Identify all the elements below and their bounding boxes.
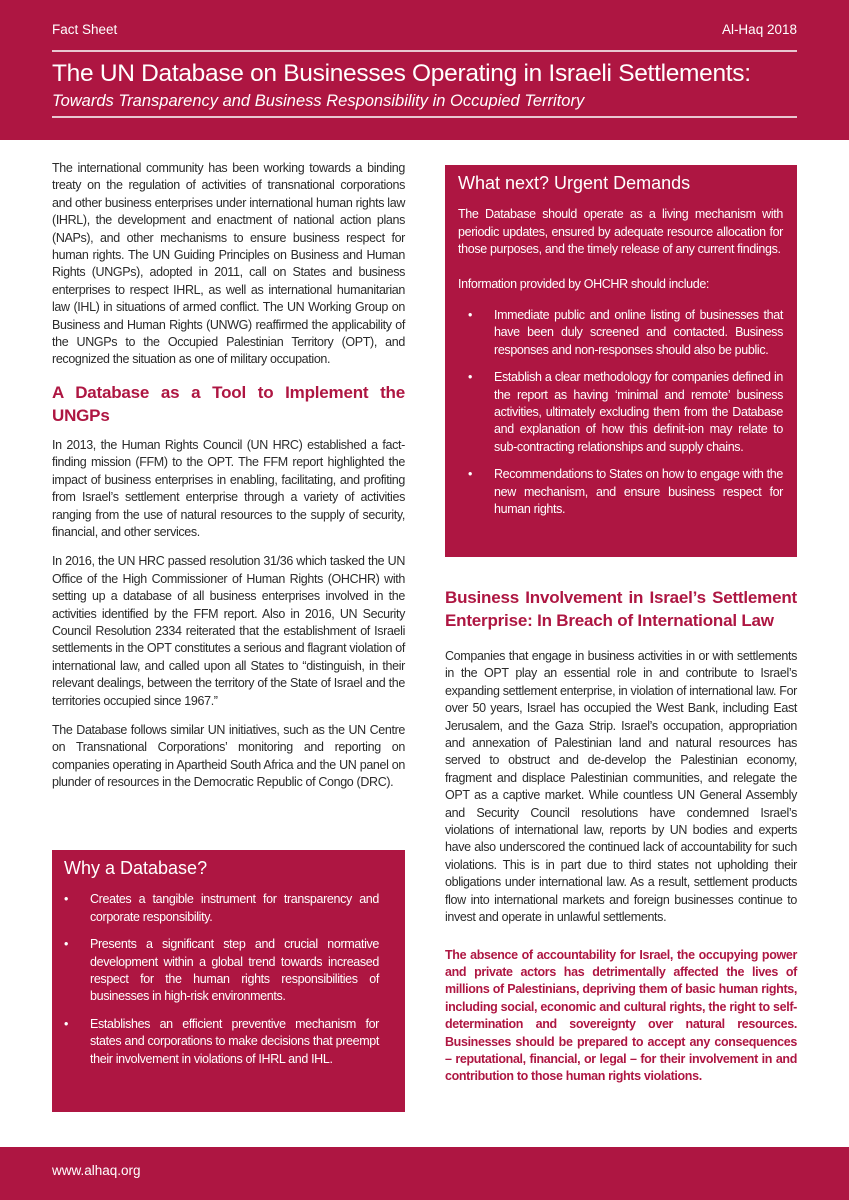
box-paragraph: Information provided by OHCHR should include: [458,276,710,291]
header-divider [52,50,797,52]
why-database-box [52,850,405,1112]
section-heading: Business Involvement in Israel’s Settlement Enterprise: In Breach of International Law [445,588,797,630]
list-item [64,936,379,1006]
page-title: The UN Database on Businesses Operating in Israeli Settlements: [52,60,751,87]
bullet: • [64,937,69,952]
bullet: • [468,370,473,385]
left-column [52,160,405,804]
header-divider [52,116,797,118]
list-item-text: Recommendations to States on how to engage with the new mechanism, and ensure business respect for human rights. [494,467,783,517]
bullet: • [64,892,69,907]
intro-paragraph: The international community has been working towards a binding treaty on the regulation of activities of transnational corporations and other business enterprises under international human rights law (IHRL), the development and enactment of national action plans (NAPs), and other mechanisms to ensure business respect for human rights. The UN Guiding Principles on Business and Human Rights (UNGPs), adopted in 2011, call on States and business enterprises to respect IHRL, as well as international humanitarian law (IHL) in situations of armed conflict. The UN Working Group on Business and Human Rights (UNWG) reaffirmed the applicability of the UNGPs to the Occupied Palestinian Territory (OPT), and recognized the situation as one of military occupation. [52,161,405,367]
urgent-demands-box [445,165,797,557]
body-paragraph: In 2016, the UN HRC passed resolution 31/36 which tasked the UN Office of the High Commissioner of Human Rights (OHCHR) with setting up a database of all business enterprises involved in the activities identified by the FFM report. Also in 2016, UN Security Council Resolution 2334 reiterated that the establishment of Israeli settlements in the OPT constitutes a serious and flagrant violation of international law, and called upon all States to “distinguish, in their relevant dealings, between the territory of the State of Israel and the territories occupied since 1967.” [52,554,405,708]
list-item [468,307,783,359]
list-item [468,466,783,518]
list-item-text: Presents a significant step and crucial normative development within a global trend towards increased respect for the human rights responsibilities of businesses in high-risk environments. [90,937,379,1004]
page-header [0,0,849,140]
list-item [64,891,379,926]
bullet: • [468,308,473,323]
list-item [468,369,783,456]
box-title: Why a Database? [64,858,208,878]
body-paragraph: In 2013, the Human Rights Council (UN HRC) established a fact-finding mission (FFM) to the OPT. The FFM report highlighted the impact of business enterprises in enabling, facilitating, and profiting from Israel’s settlement enterprise through a variety of activities ranging from the use of natural resources to the supply of security, financial, and other services. [52,437,405,539]
body-paragraph: The Database follows similar UN initiatives, such as the UN Centre on Transnational Corporations’ monitoring and reporting on companies operating in Apartheid South Africa and the UN panel on plunder of resources in the Democratic Republic of Congo (DRC). [52,722,405,790]
body-paragraph: Companies that engage in business activities in or with settlements in the OPT play an essential role in and contribute to Israel’s expanding settlement enterprise, in violation of international law. For over 50 years, Israel has occupied the West Bank, including East Jerusalem, and the Gaza Strip. Israel’s occupation, appropriation and annexation of Palestinian land and natural resources has served to obstruct and de-develop the Palestinian economy, fragment and displace Palestinian communities, and relegate the OPT as a captive market. While countless UN General Assembly and Security Council resolutions have condemned Israel’s violations of international law, reports by UN bodies and experts have also underscored the continued lack of accountability for such violations. This is in part due to third states not upholding their obligations under international law. As a result, settlement products flow into international markets and foreign businesses continue to invest and operate in unlawful settlements. [445,649,797,925]
list-item-text: Immediate public and online listing of businesses that have been duly screened and contacted. Business responses and non-responses should also be public. [494,308,783,357]
list-item-text: Establish a clear methodology for companies defined in the report as having ‘minimal and remote’ business activities, ultimately excluding them from the Database and explanation of how this definit-ion may relate to sub-contracting relationships and supply chains. [494,370,783,454]
right-column [445,586,797,1098]
bullet: • [64,1016,69,1031]
list-item [64,1016,379,1068]
page-subtitle: Towards Transparency and Business Responsibility in Occupied Territory [52,92,585,110]
list-item-text: Creates a tangible instrument for transparency and corporate responsibility. [90,892,379,924]
page-footer [0,1147,849,1200]
box-paragraph: The Database should operate as a living mechanism with periodic updates, ensured by adequate resource allocation for those purposes, and the timely release of any current findings. [458,207,783,257]
emphasis-paragraph: The absence of accountability for Israel, the occupying power and private actors has detrimentally affected the lives of millions of Palestinians, depriving them of basic human rights, including social, economic and cultural rights, the right to self-determination and sovereignty over natural resources. Businesses should be prepared to accept any consequences – reputational, financial, or legal – for their involvement in and contribution to those human rights violations. [445,947,797,1084]
doc-type-label: Fact Sheet [52,22,118,37]
website-link[interactable]: www.alhaq.org [52,1163,141,1178]
publisher-label: Al-Haq 2018 [721,22,797,37]
box-title: What next? Urgent Demands [458,173,691,193]
section-heading: A Database as a Tool to Implement the UNGPs [52,382,405,425]
bullet: • [468,467,473,482]
list-item-text: Establishes an efficient preventive mechanism for states and corporations to make decisions that preempt their involvement in violations of IHRL and IHL. [90,1016,379,1066]
